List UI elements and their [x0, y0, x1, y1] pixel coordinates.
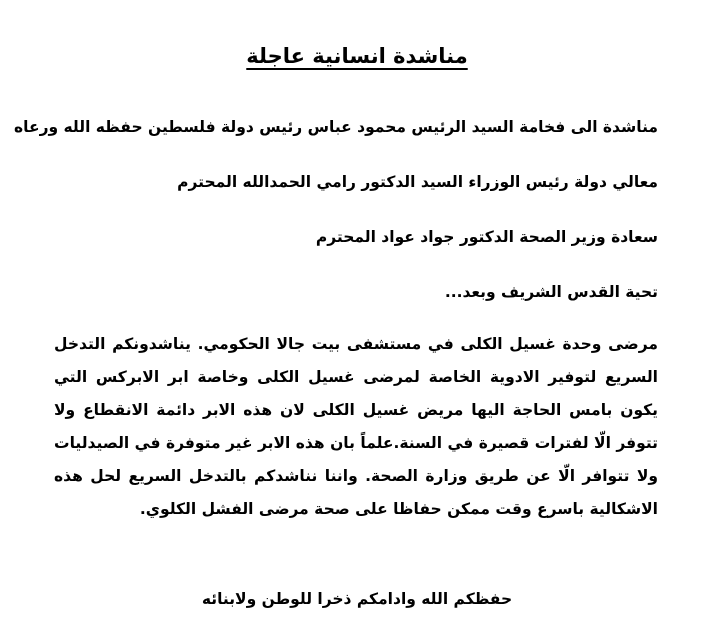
- letter-title-text: مناشدة انسانية عاجلة: [246, 44, 468, 68]
- addressee-prime-minister: معالي دولة رئيس الوزراء السيد الدكتور رامي الحمدالله المحترم: [177, 173, 658, 191]
- addressee-president: مناشدة الى فخامة السيد الرئيس محمود عباس رئيس دولة فلسطين حفظه الله ورعاه: [14, 118, 658, 136]
- addressee-health-minister: سعادة وزير الصحة الدكتور جواد عواد المحترم: [315, 228, 658, 246]
- letter-title: [0, 44, 714, 68]
- letter-body: مرضى وحدة غسيل الكلى في مستشفى بيت جالا الحكومي. يناشدونكم التدخل السريع لتوفير الادوية الخاصة لمرضى غسيل الكلى وخاصة ابر الابركس التي يكون بامس الحاجة اليها مريض غسيل الكلى لان هذه الابر دائمة الانقطاع ولا تتوفر الّا لفترات قصيرة في السنة.علماً بان هذه الابر غير متوفرة في الصيدليات ولا تتوافر الّا عن طريق وزارة الصحة. واننا نناشدكم بالتدخل السريع لحل هذه الاشكالية باسرع وقت ممكن حفاظا على صحة مرضى الفشل الكلوي.: [54, 335, 658, 518]
- closing-line: حفظكم الله وادامكم ذخرا للوطن ولابنائه: [201, 590, 513, 608]
- greeting: تحية القدس الشريف وبعد...: [444, 283, 658, 301]
